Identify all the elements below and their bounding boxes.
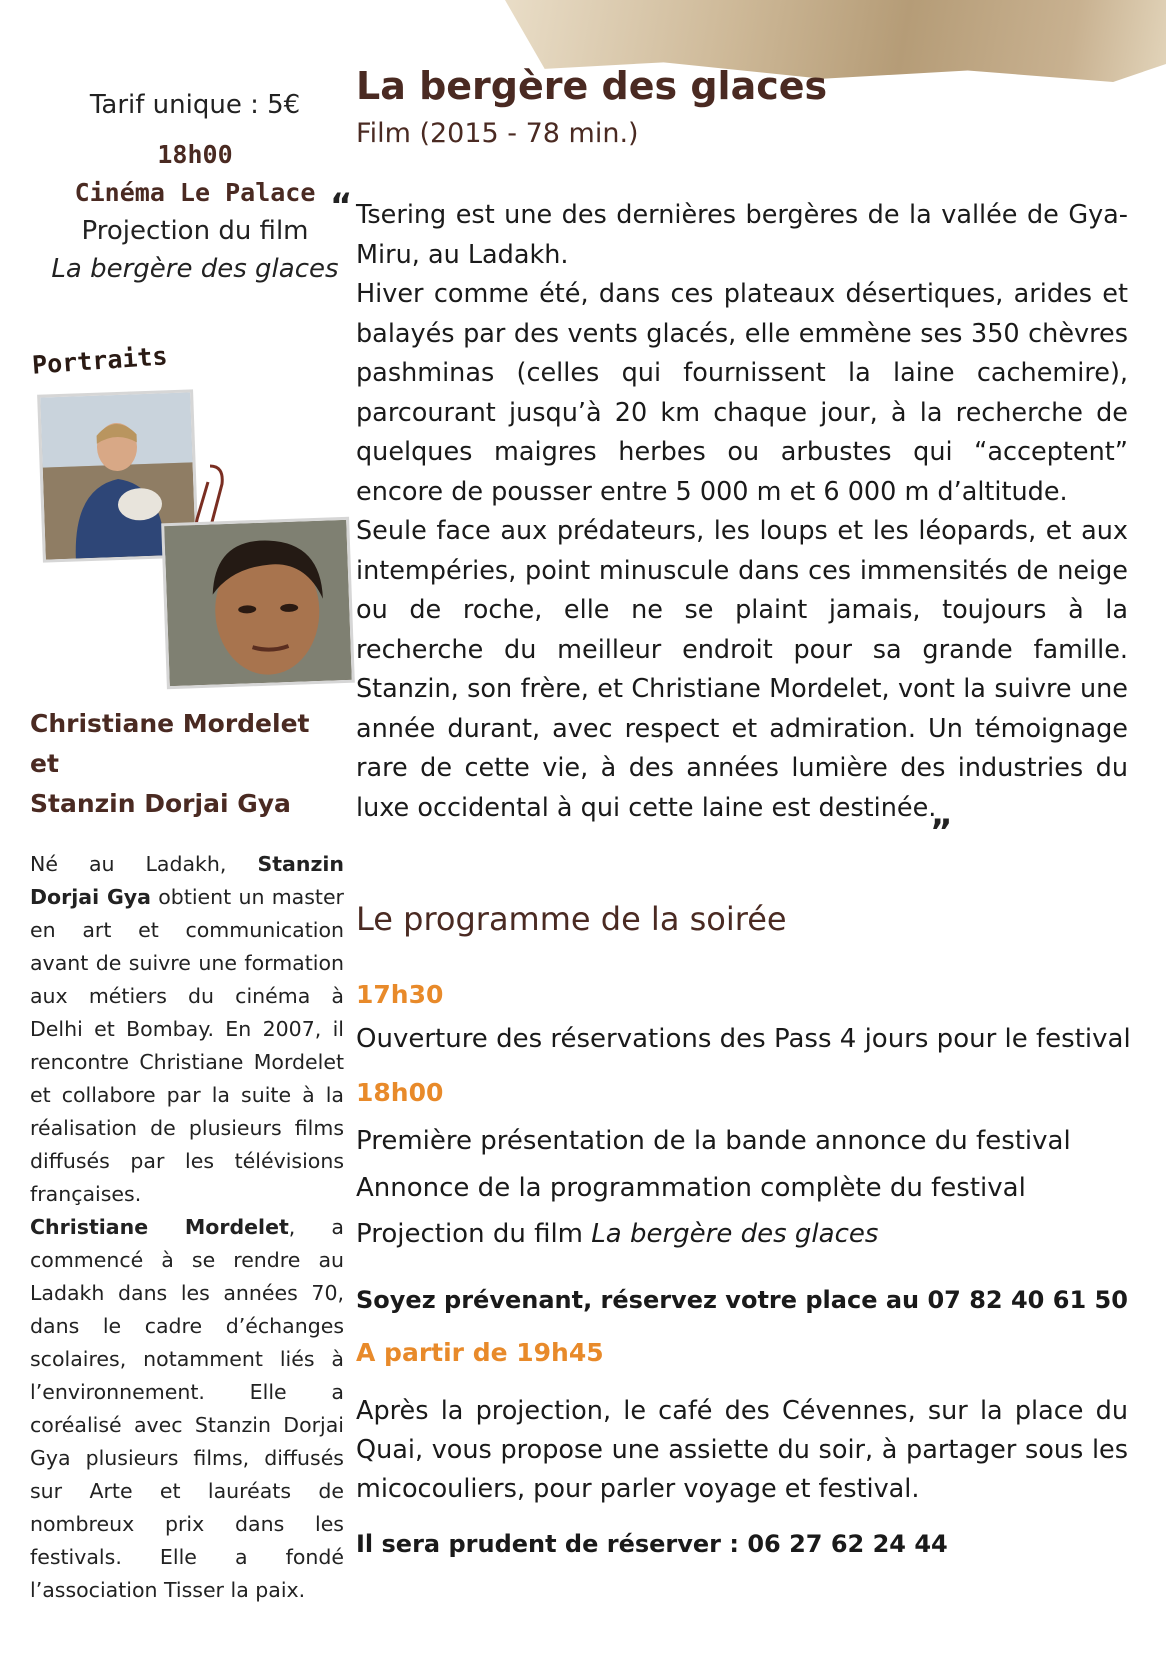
bio-stanzin [30,848,344,1211]
bio-name-bold: Christiane Mordelet [30,1215,289,1239]
event-venue: Cinéma Le Palace [74,178,316,207]
portrait-photo-stanzin [161,517,355,689]
film-title: La bergère des glaces [356,64,828,108]
prudent-phone: Il sera prudent de réserver : 06 27 62 24 44 [356,1530,948,1558]
projection-info [30,212,360,288]
projection-label: Projection du film [81,216,309,246]
programme-item [356,1219,878,1249]
reservation-phone: Soyez prévenant, réservez votre place au 07 82 40 61 50 [356,1286,1128,1314]
cafe-description: Après la projection, le café des Cévennes, sur la place du Quai, vous propose une assiette du soir, à partager sous les micocouliers, pour parler voyage et festival. [356,1396,1128,1504]
film-subtitle: Film (2015 - 78 min.) [356,118,639,149]
portrait-illustration-2 [164,520,351,686]
tarif-label: Tarif unique : 5€ [89,90,301,120]
portraits-heading: Portraits [31,341,169,380]
event-info [30,136,360,212]
bio-text: Né au Ladakh, [30,852,258,876]
projection-film: La bergère des glaces [51,254,339,284]
directors-bio [30,848,344,1607]
bio-name-bold: Stanzin Dorjai Gya [30,852,344,909]
bio-text: , a commencé à se rendre au Ladakh dans les années 70, dans le cadre d’échanges scolaires, notamment liés à l’environnement. Elle a coréalisé avec Stanzin Dorjai Gya plusieurs films, diffusés sur Arte et lauréats de nombreux prix dans les festivals. Elle a fondé l’association Tisser la paix. [30,1215,344,1602]
name-stanzin: Stanzin Dorjai Gya [30,789,291,818]
time-1800: 18h00 [356,1078,444,1107]
event-time: 18h00 [157,140,233,169]
name-conjunction: et [30,749,59,778]
quote-close-icon: ” [930,812,953,852]
bio-christiane [30,1211,344,1607]
quote-open-icon: “ [330,186,353,226]
directors-names [30,704,309,824]
time-1945: A partir de 19h45 [356,1338,604,1367]
programme-film-italic: La bergère des glaces [591,1219,879,1249]
programme-item: Ouverture des réservations des Pass 4 jours pour le festival [356,1024,1131,1054]
programme-item: Première présentation de la bande annonce du festival [356,1126,1071,1156]
synopsis-paragraph: Tsering est une des dernières bergères de la vallée de Gya-Miru, au Ladakh. [356,200,1128,270]
programme-text: Projection du film [356,1219,592,1249]
programme-item: Annonce de la programmation complète du festival [356,1173,1026,1203]
synopsis-paragraph: Hiver comme été, dans ces plateaux désertiques, arides et balayés par des vents glacés, elle emmène ses 350 chèvres pashminas (celles qui fournissent la laine cachemire), parcourant jusqu’à 20 km chaque jour, à la recherche de quelques maigres herbes ou arbustes qui “acceptent” encore de pousser entre 5 000 m et 6 000 m d’altitude. [356,279,1128,507]
time-1730: 17h30 [356,980,444,1009]
synopsis [356,196,1128,828]
programme-title: Le programme de la soirée [356,900,787,938]
name-christiane: Christiane Mordelet [30,709,310,738]
bio-text: obtient un master en art et communication avant de suivre une formation aux métiers du cinéma à Delhi et Bombay. En 2007, il rencontre Christiane Mordelet et collabore par la suite à la réalisation de plusieurs films diffusés par les télévisions françaises. [30,885,344,1206]
synopsis-paragraph: Seule face aux prédateurs, les loups et les léopards, et aux intempéries, point minuscule dans ces immensités de neige ou de roche, elle ne se plaint jamais, toujours à la recherche du meilleur endroit pour sa grande famille. Stanzin, son frère, et Christiane Mordelet, vont la suivre une année durant, avec respect et admiration. Un témoignage rare de cette vie, à des années lumière des industries du luxe occidental à qui cette laine est destinée. [356,516,1128,823]
